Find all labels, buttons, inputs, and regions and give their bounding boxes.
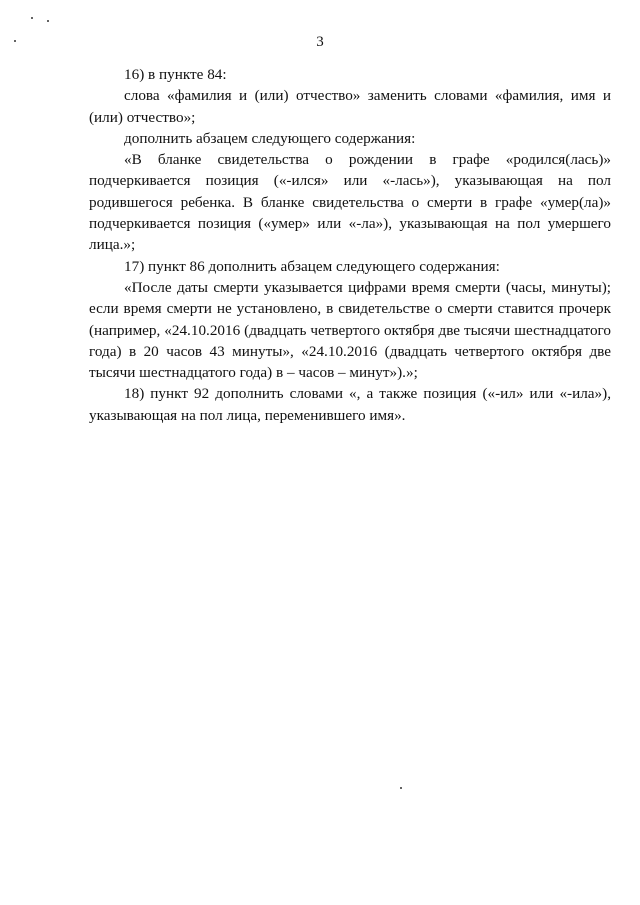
paragraph-item-16: 16) в пункте 84:	[124, 66, 227, 83]
paragraph-quote-time-of-death: «После даты смерти указывается цифрами время смерти (часы, минуты); если время смерти не установлено, в свидетельстве о смерти ставится прочерк (например, «24.10.2016 (двадцать четвертого октября две тысячи шестнадцатого года) в 20 часов 43 минуты», «24.10.2016 (двадцать четвертого октября две тысячи шестнадцатого года) в – часов – минут»).»;	[89, 278, 611, 382]
paragraph-add-abzac-1: дополнить абзацем следующего содержания:	[124, 129, 416, 147]
paragraph-replace-words: слова «фамилия и (или) отчество» заменить словами «фамилия, имя и (или) отчество»;	[89, 87, 611, 126]
page-number: 3	[316, 34, 324, 50]
paragraph-item-17: 17) пункт 86 дополнить абзацем следующего содержания:	[124, 257, 500, 275]
document-body	[89, 64, 611, 426]
paragraph-quote-birth-death: «В бланке свидетельства о рождении в графе «родился(лась)» подчеркивается позиция («-ился» или «-лась»), указывающая на пол родившегося ребенка. В бланке свидетельства о смерти в графе «умер(ла)» подчеркивается позиция («умер» или «-ла»), указывающая на пол умершего лица.»;	[89, 151, 611, 254]
scan-speck	[47, 20, 49, 22]
scan-speck	[400, 787, 402, 789]
paragraph-item-18: 18) пункт 92 дополнить словами «, а также позиция («-ил» или «-ила»), указывающая на пол лица, переменившего имя».	[89, 385, 611, 424]
scan-speck	[31, 17, 33, 19]
